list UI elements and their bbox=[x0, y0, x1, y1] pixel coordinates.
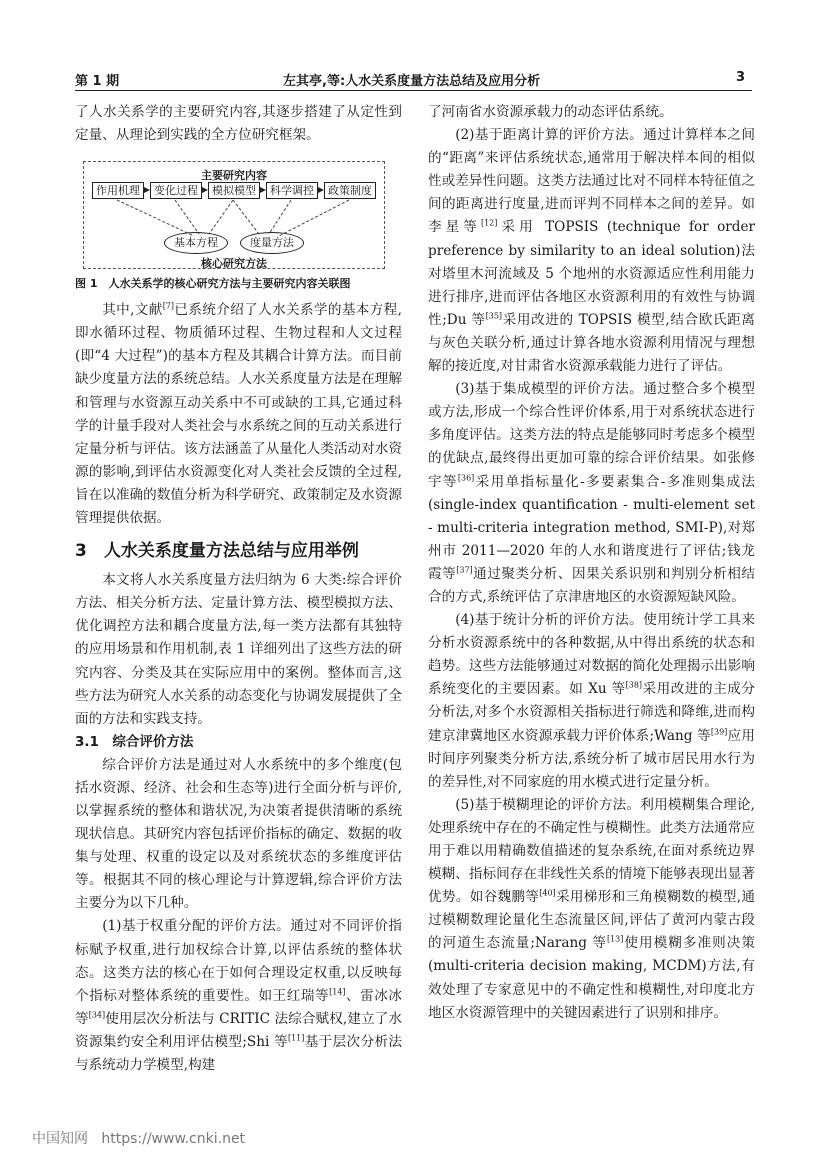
citation: [14] bbox=[329, 987, 346, 997]
figure-box: 政策制度 bbox=[324, 182, 376, 199]
figure-box: 模拟模型 bbox=[208, 182, 260, 199]
paragraph: (1)基于权重分配的评价方法。通过对不同评价指标赋予权重,进行加权综合计算,以评估系统的整体状态。这类方法的核心在于如何合理设定权重,以反映每个指标对整体系统的重要性。如王红瑞等[14]、雷冰冰等[34]使用层次分析法与 CRITIC 法综合赋权,建立了水资源集约安全利用评估模型;Shi 等[11]基于层次分析法与系统动力学模型,构建 bbox=[75, 918, 403, 1073]
running-title: 左其亭,等:人水关系度量方法总结及应用分析 bbox=[283, 74, 541, 89]
citation: [7] bbox=[162, 301, 175, 311]
paragraph: 了河南省水资源承载力的动态评估系统。 bbox=[428, 104, 673, 120]
paragraph: (3)基于集成模型的评价方法。通过整合多个模型或方法,形成一个综合性评价体系,用于对系统状态进行多角度评估。这类方法的特点是能够同时考虑多个模型的优缺点,最终得出更加可靠的综合评价结果。如张修宇等[36]采用单指标量化-多要素集合-多准则集成法(single-index quantification - multi-element set - multi-criteria integration method, SMI-P),对郑州市 2011—2020 年的人水和谐度进行了评估;钱龙霞等[37]通过聚类分析、因果关系识别和判别分析相结合的方式,系统评估了京津唐地区的水资源短缺风险。 bbox=[428, 381, 756, 605]
paragraph: 本文将人水关系度量方法归纳为 6 大类:综合评价方法、相关分析方法、定量计算方法、模型模拟方法、优化调控方法和耦合度量方法,每一类方法都有其独特的应用场景和作用机制,表 1 详细列出了这些方法的研究内容、分类及其在实际应用中的案例。整体而言,这些方法为研究人水关系的动态变化与协调发展提供了全面的方法和实践支持。 bbox=[75, 572, 402, 727]
header-rule bbox=[75, 90, 752, 91]
paragraph: 其中,文献[7]已系统介绍了人水关系学的基本方程,即水循环过程、物质循环过程、生物过程和人文过程(即“4 大过程”)的基本方程及其耦合计算方法。而目前缺少度量方法的系统总结。人水关系度量方法是在理解和管理与水资源互动关系中不可或缺的工具,它通过科学的计量手段对人类社会与水系统之间的互动关系进行定量分析与评估。该方法涵盖了从量化人类活动对水资源的影响,到评估水资源变化对人类社会反馈的全过程,旨在以准确的数值分析为科学研究、政策制定及水资源管理提供依据。 bbox=[75, 301, 402, 527]
figure-oval: 基本方程 bbox=[164, 232, 228, 254]
citation: [13] bbox=[606, 934, 624, 944]
journal-issue: 第 1 期 bbox=[75, 74, 120, 89]
paragraph: 综合评价方法是通过对人水系统中的多个维度(包括水资源、经济、社会和生态等)进行全面分析与评价,以掌握系统的整体和谐状况,为决策者提供清晰的系统现状信息。其研究内容包括评价指标的确定、数据的收集与处理、权重的设定以及对系统状态的多维度评估等。根据其不同的核心理论与计算逻辑,综合评价方法主要分为以下几种。 bbox=[75, 756, 402, 912]
figure-bottom-label: 核心研究方法 bbox=[201, 257, 267, 271]
left-column bbox=[75, 101, 402, 1077]
footer-watermark bbox=[32, 1128, 245, 1148]
citation: [40] bbox=[539, 888, 556, 898]
citation: [11] bbox=[287, 1033, 305, 1043]
figure-oval: 度量方法 bbox=[240, 232, 304, 254]
figure-caption: 图 1 人水关系学的核心研究方法与主要研究内容关联图 bbox=[75, 277, 351, 291]
citation: [12] bbox=[480, 218, 498, 228]
figure-top-label: 主要研究内容 bbox=[201, 169, 267, 183]
page-number: 3 bbox=[736, 70, 746, 85]
footer-url[interactable]: https://www.cnki.net bbox=[101, 1131, 246, 1147]
figure-box: 变化过程 bbox=[150, 182, 202, 199]
figure-1 bbox=[83, 161, 385, 269]
citation: [36] bbox=[457, 472, 475, 482]
citation: [39] bbox=[710, 727, 728, 736]
citation: [37] bbox=[456, 565, 473, 575]
right-column bbox=[428, 101, 755, 1025]
paragraph: (2)基于距离计算的评价方法。通过计算样本之间的“距离”来评估系统状态,通常用于解决样本间的相似性或差异性问题。这类方法通过比对不同样本特征值之间的距离进行度量,进而评判不同样本之间的差异。如李星等[12]采用 TOPSIS (technique for order preference by similarity to an ideal solution)法对塔里木河流域及 5 个地州的水资源适应性利用能力进行排序,进而评估各地区水资源利用的有效性与协调性;Du 等[35]采用改进的 TOPSIS 模型,结合欧氏距离与灰色关联分析,通过计算各地水资源利用情况与理想解的接近度,对甘肃省水资源承载能力进行了评估。 bbox=[428, 127, 756, 375]
citation: [34] bbox=[88, 1010, 106, 1020]
figure-box: 作用机理 bbox=[92, 182, 144, 199]
paragraph: (4)基于统计分析的评价方法。使用统计学工具来分析水资源系统中的各种数据,从中得出系统的状态和趋势。这些方法能够通过对数据的简化处理揭示出影响系统变化的主要因素。如 Xu 等[38]采用改进的主成分分析法,对多个水资源相关指标进行筛选和降维,进而构建京津冀地区水资源承载力评价体系;Wang 等[39]应用时间序列聚类分析方法,系统分析了城市居民用水行为的差异性,对不同家庭的用水模式进行定量分析。 bbox=[428, 612, 756, 790]
citation: [38] bbox=[625, 680, 643, 690]
section-heading: 3 人水关系度量方法总结与应用举例 bbox=[75, 541, 359, 562]
figure-box: 科学调控 bbox=[266, 182, 318, 199]
subsection-heading: 3.1 综合评价方法 bbox=[75, 733, 194, 750]
citation: [35] bbox=[485, 311, 503, 321]
footer-brand: 中国知网 bbox=[32, 1131, 88, 1147]
paragraph: 了人水关系学的主要研究内容,其逐步搭建了从定性到定量、从理论到实践的全方位研究框架。 bbox=[75, 104, 402, 144]
paragraph: (5)基于模糊理论的评价方法。利用模糊集合理论,处理系统中存在的不确定性与模糊性。此类方法通常应用于难以用精确数值描述的复杂系统,在面对系统边界模糊、指标间存在非线性关系的情境下能够表现出显著优势。如谷魏鹏等[40]采用梯形和三角模糊数的模型,通过模糊数理论量化生态流量区间,评估了黄河内蒙古段的河道生态流量;Narang 等[13]使用模糊多准则决策(multi-criteria decision making, MCDM)方法,有效处理了专家意见中的不确定性和模糊性,对印度北方地区水资源管理中的关键因素进行了识别和排序。 bbox=[428, 796, 755, 1021]
